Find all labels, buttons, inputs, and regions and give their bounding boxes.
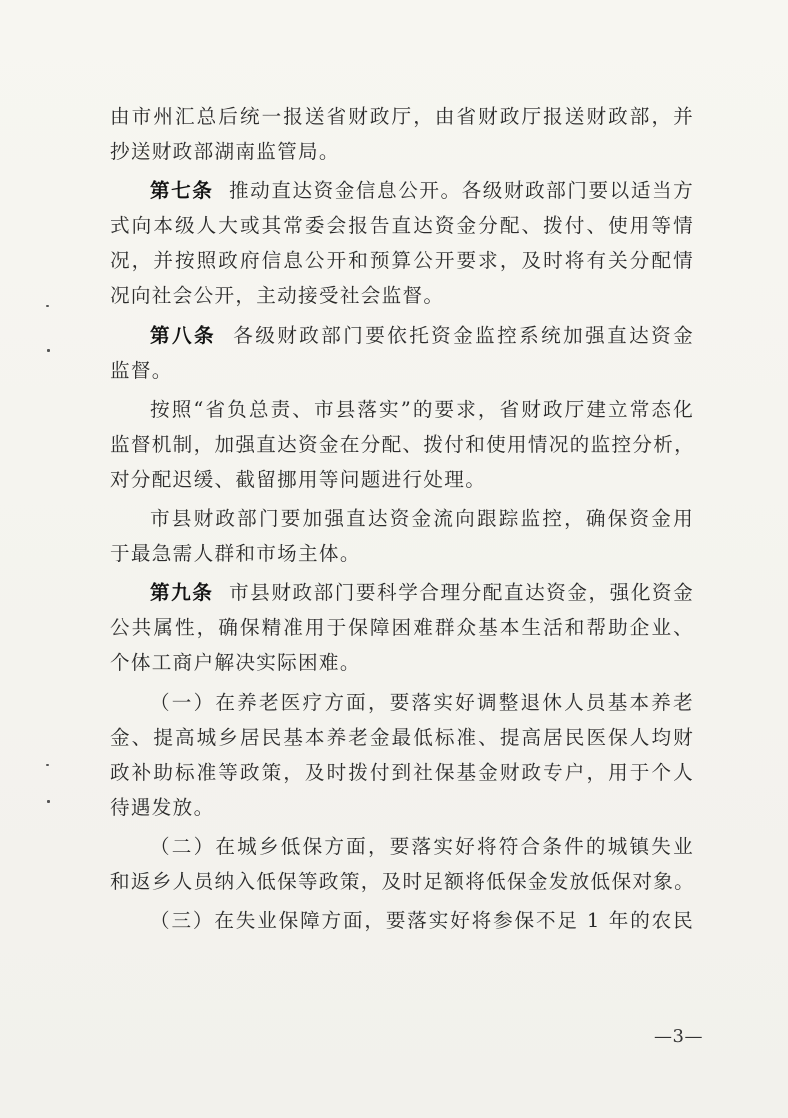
text-line: 监督。 [110,358,173,382]
document-body [110,99,694,938]
article-text: 各级财政部门要依托资金监控系统加强直达资金 [233,323,694,347]
text-line: 公共属性，确保精准用于保障困难群众基本生活和帮助企业、 [110,616,694,640]
text-line: （一）在养老医疗方面，要落实好调整退休人员基本养老 [150,690,694,714]
text-line: 个体工商户解决实际困难。 [110,651,361,675]
text-line: 于最急需人群和市场主体。 [110,542,361,566]
text-line: 式向本级人大或其常委会报告直达资金分配、拨付、使用等情 [110,214,694,238]
text-line: 由市州汇总后统一报送省财政厅，由省财政厅报送财政部，并 [110,105,694,128]
page-number: —3— [654,1026,703,1047]
text-line: （三）在失业保障方面，要落实好将参保不足 1 年的农民 [150,909,694,933]
article-7-first-line [110,173,694,208]
article-text: 推动直达资金信息公开。各级财政部门要以适当方 [229,179,695,203]
scan-speck [46,764,49,766]
text-line: 况向社会公开，主动接受社会监督。 [110,284,445,308]
text-line: 市县财政部门要加强直达资金流向跟踪监控，确保资金用 [150,507,694,531]
text-line: 抄送财政部湖南监管局。 [110,140,340,164]
text-line: 政补助标准等政策，及时拨付到社保基金财政专户，用于个人 [110,760,694,784]
article-heading: 第九条 [150,581,214,605]
scan-speck [46,305,49,307]
scan-speck [47,349,50,352]
text-line: 待遇发放。 [110,795,215,819]
text-line: （二）在城乡低保方面，要落实好将符合条件的城镇失业 [150,834,694,858]
text-line: 监督机制，加强直达资金在分配、拨付和使用情况的监控分析， [110,432,696,456]
text-line: 对分配迟缓、截留挪用等问题进行处理。 [110,467,487,491]
scan-speck [47,800,50,803]
article-heading: 第七条 [150,179,214,203]
text-line: 金、提高城乡居民基本养老金最低标准、提高居民医保人均财 [110,725,694,749]
article-heading: 第八条 [150,323,216,347]
text-line: 况，并按照政府信息公开和预算公开要求，及时将有关分配情 [110,249,694,273]
article-text: 市县财政部门要科学合理分配直达资金，强化资金 [229,581,695,605]
article-8-first-line [110,318,694,353]
text-line: 和返乡人员纳入低保等政策，及时足额将低保金发放低保对象。 [110,869,696,893]
text-line: 按照“省负总责、市县落实”的要求，省财政厅建立常态化 [150,397,694,421]
article-9-first-line [110,575,694,610]
